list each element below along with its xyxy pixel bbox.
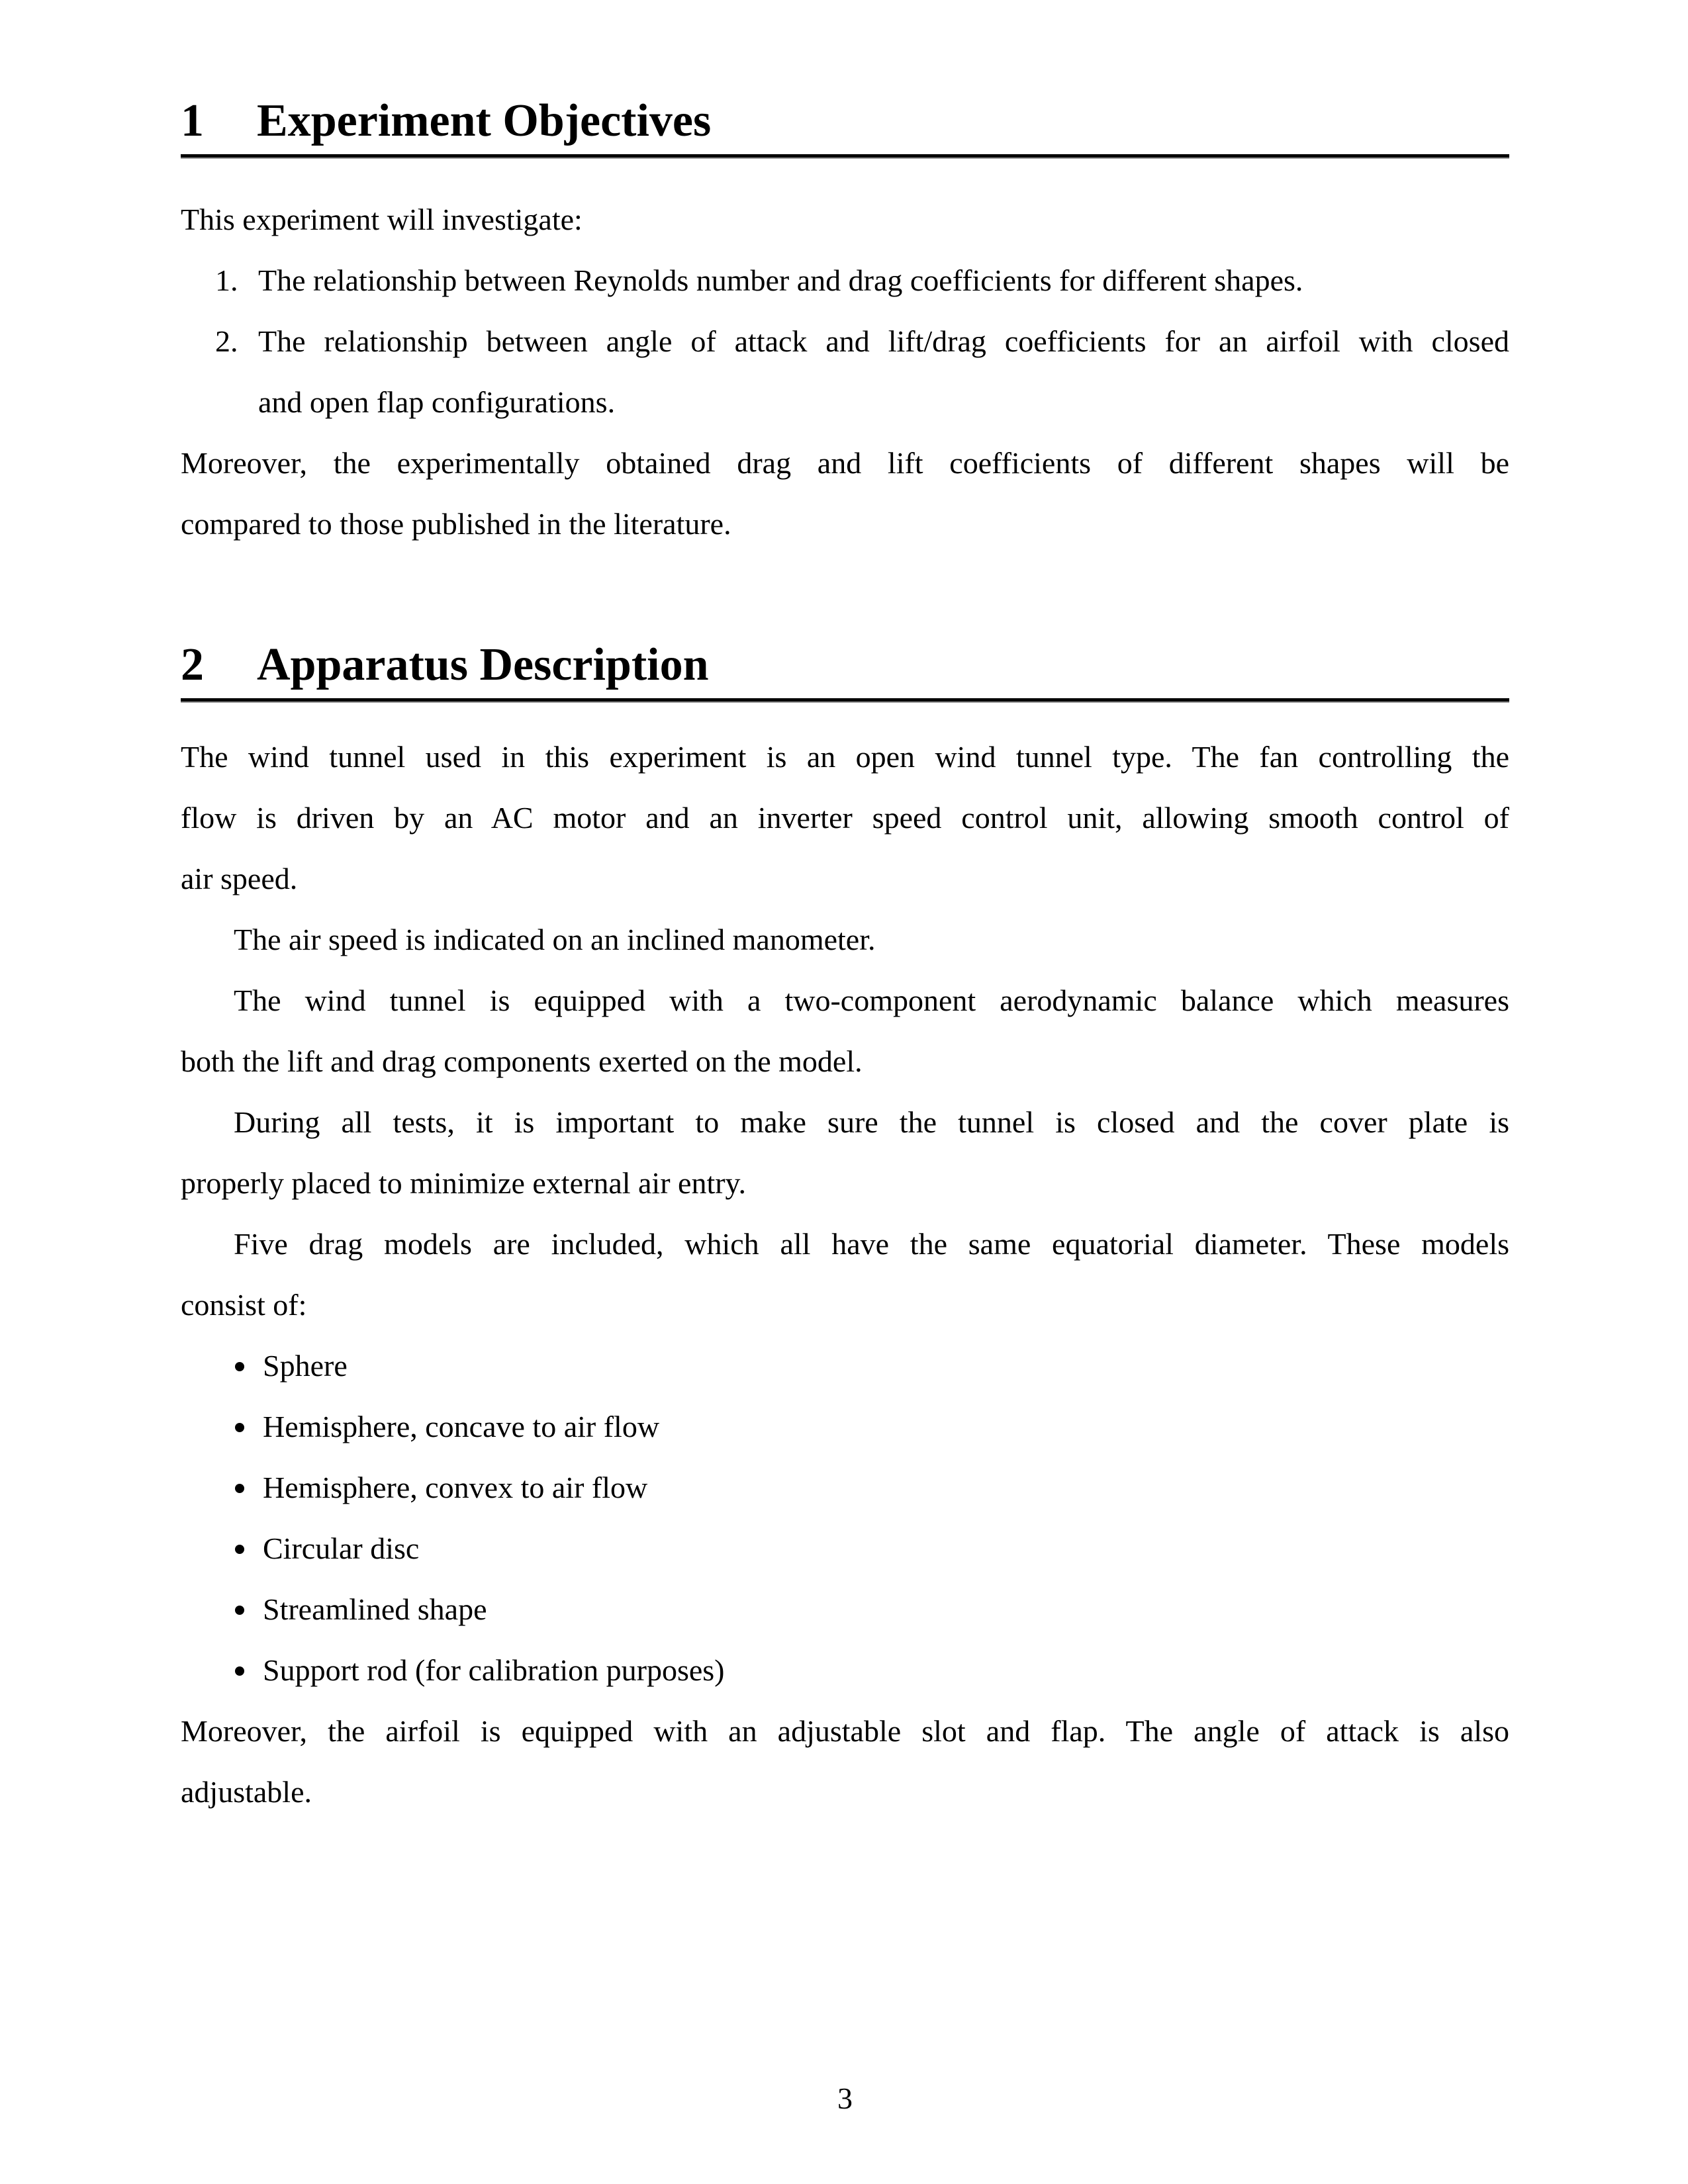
paragraph-line: During all tests, it is important to make sure the tunnel is closed and the cover plate is xyxy=(234,1105,1509,1139)
bullet-label: Sphere xyxy=(263,1349,348,1383)
item-line: and open flap configurations. xyxy=(258,385,616,419)
bullet-item xyxy=(181,1336,1509,1396)
paragraph-line: The wind tunnel used in this experiment is an open wind tunnel type. The fan controlling the xyxy=(181,740,1509,774)
bullet-list xyxy=(181,1336,1509,1701)
bullet-icon xyxy=(235,1423,244,1432)
ordered-list xyxy=(181,250,1509,433)
paragraph-line: Moreover, the experimentally obtained drag and lift coefficients of different shapes will be xyxy=(181,446,1509,480)
bullet-icon xyxy=(235,1606,244,1615)
bullet-item xyxy=(181,1518,1509,1579)
paragraph-line: Moreover, the airfoil is equipped with an adjustable slot and flap. The angle of attack is also xyxy=(181,1714,1509,1748)
closing-paragraph xyxy=(181,1701,1509,1823)
text-column xyxy=(181,0,1509,1823)
section-heading-1 xyxy=(181,97,1509,146)
section-heading-2 xyxy=(181,641,1509,690)
section-number: 2 xyxy=(181,639,204,690)
bullet-item xyxy=(181,1457,1509,1518)
paragraph-line: Five drag models are included, which all have the same equatorial diameter. These models xyxy=(234,1227,1509,1261)
paragraph-line: compared to those published in the literature. xyxy=(181,507,731,541)
item-label: 1. xyxy=(215,263,238,297)
bullet-label: Circular disc xyxy=(263,1531,420,1565)
section-number: 1 xyxy=(181,95,204,146)
bullet-icon xyxy=(235,1484,244,1493)
item-label: 2. xyxy=(215,324,238,358)
paragraph-line: flow is driven by an AC motor and an inverter speed control unit, allowing smooth control of xyxy=(181,801,1509,835)
body-paragraph xyxy=(181,1214,1509,1336)
paragraph-line: both the lift and drag components exerted on the model. xyxy=(181,1044,863,1078)
list-item xyxy=(181,250,1509,311)
bullet-icon xyxy=(235,1666,244,1676)
bullet-icon xyxy=(235,1362,244,1371)
body-paragraph xyxy=(181,909,1509,970)
bullet-item xyxy=(181,1579,1509,1640)
section-rule xyxy=(181,154,1509,159)
section-title: Experiment Objectives xyxy=(257,95,712,146)
paragraph-line: adjustable. xyxy=(181,1775,312,1809)
item-line: The relationship between Reynolds number and drag coefficients for different shapes. xyxy=(258,263,1303,297)
paragraph-line: This experiment will investigate: xyxy=(181,203,583,236)
page-footer xyxy=(181,2068,1509,2129)
bullet-label: Streamlined shape xyxy=(263,1592,487,1626)
bullet-item xyxy=(181,1396,1509,1457)
intro-paragraph xyxy=(181,189,1509,250)
paragraph-line: The wind tunnel is equipped with a two-component aerodynamic balance which measures xyxy=(234,983,1509,1017)
paragraph-line: consist of: xyxy=(181,1288,307,1322)
paragraph-line: The air speed is indicated on an inclined manometer. xyxy=(234,923,876,956)
paragraph-line: properly placed to minimize external air entry. xyxy=(181,1166,747,1200)
body-paragraph xyxy=(181,970,1509,1092)
page-number: 3 xyxy=(837,2081,853,2115)
section-title: Apparatus Description xyxy=(257,639,709,690)
body-paragraph xyxy=(181,727,1509,909)
bullet-icon xyxy=(235,1545,244,1554)
closing-paragraph xyxy=(181,433,1509,555)
bullet-label: Hemisphere, concave to air flow xyxy=(263,1410,660,1443)
bullet-item xyxy=(181,1640,1509,1701)
paragraph-line: air speed. xyxy=(181,862,298,895)
item-line: The relationship between angle of attack and lift/drag coefficients for an airfoil with closed xyxy=(258,324,1509,358)
section-rule xyxy=(181,698,1509,703)
body-paragraph xyxy=(181,1092,1509,1214)
bullet-label: Hemisphere, convex to air flow xyxy=(263,1471,648,1504)
list-item xyxy=(181,311,1509,433)
bullet-label: Support rod (for calibration purposes) xyxy=(263,1653,725,1687)
